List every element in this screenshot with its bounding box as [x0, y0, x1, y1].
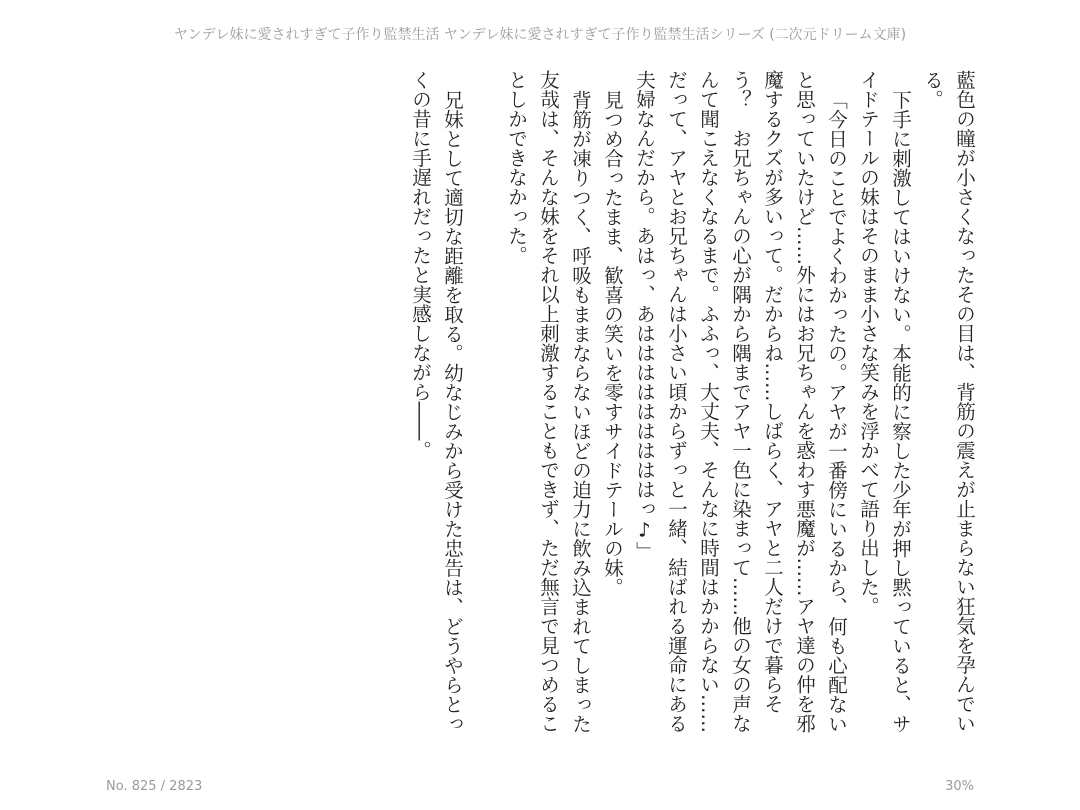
page-text	[280, 70, 980, 750]
book-title: ヤンデレ妹に愛されすぎて子作り監禁生活 ヤンデレ妹に愛されすぎて子作り監禁生活シリーズ (二次元ドリーム文庫)	[173, 27, 907, 43]
paragraph: 背筋が凍りつく、呼吸もままならないほどの迫力に飲み込まれてしまった友哉は、そんな妹をそれ以上刺激することもできず、ただ無言で見つめることしかできなかった。	[505, 70, 592, 733]
paragraph: 見つめ合ったまま、歓喜の笑いを零すサイドテールの妹。	[601, 89, 624, 597]
paragraph: 兄妹として適切な距離を取る。幼なじみから受けた忠告は、どうやらとっくの昔に手遅れだったと実感しながら――。	[409, 70, 464, 733]
paragraph: 下手に刺激してはいけない。本能的に察した少年が押し黙っていると、サイドテールの妹はそのまま小さな笑みを浮かべて語り出した。	[857, 70, 912, 733]
paragraph: 「今日のことでよくわかったの。アヤが一番傍にいるから、何も心配ないと思っていたけど……外にはお兄ちゃんを惑わす悪魔が……アヤ達の仲を邪魔するクズが多いって。だからね……しばらく、アヤと二人だけで暮らそう？ お兄ちゃんの心が隅から隅までアヤ一色に染まって……他の女の声なんて聞こえなくなるまで。ふふっ、大丈夫、そんなに時間はかからない……だって、アヤとお兄ちゃんは小さい頃からずっと一緒、結ばれる運命にある夫婦なんだから。あはっ、あはははははははははっ♪」	[633, 70, 848, 733]
gap	[468, 70, 500, 750]
location-indicator: No. 825 / 2823	[106, 779, 203, 794]
progress-percent: 30%	[945, 779, 974, 794]
paragraph: 藍色の瞳が小さくなったその目は、背筋の震えが止まらない狂気を孕んでいる。	[921, 70, 976, 733]
